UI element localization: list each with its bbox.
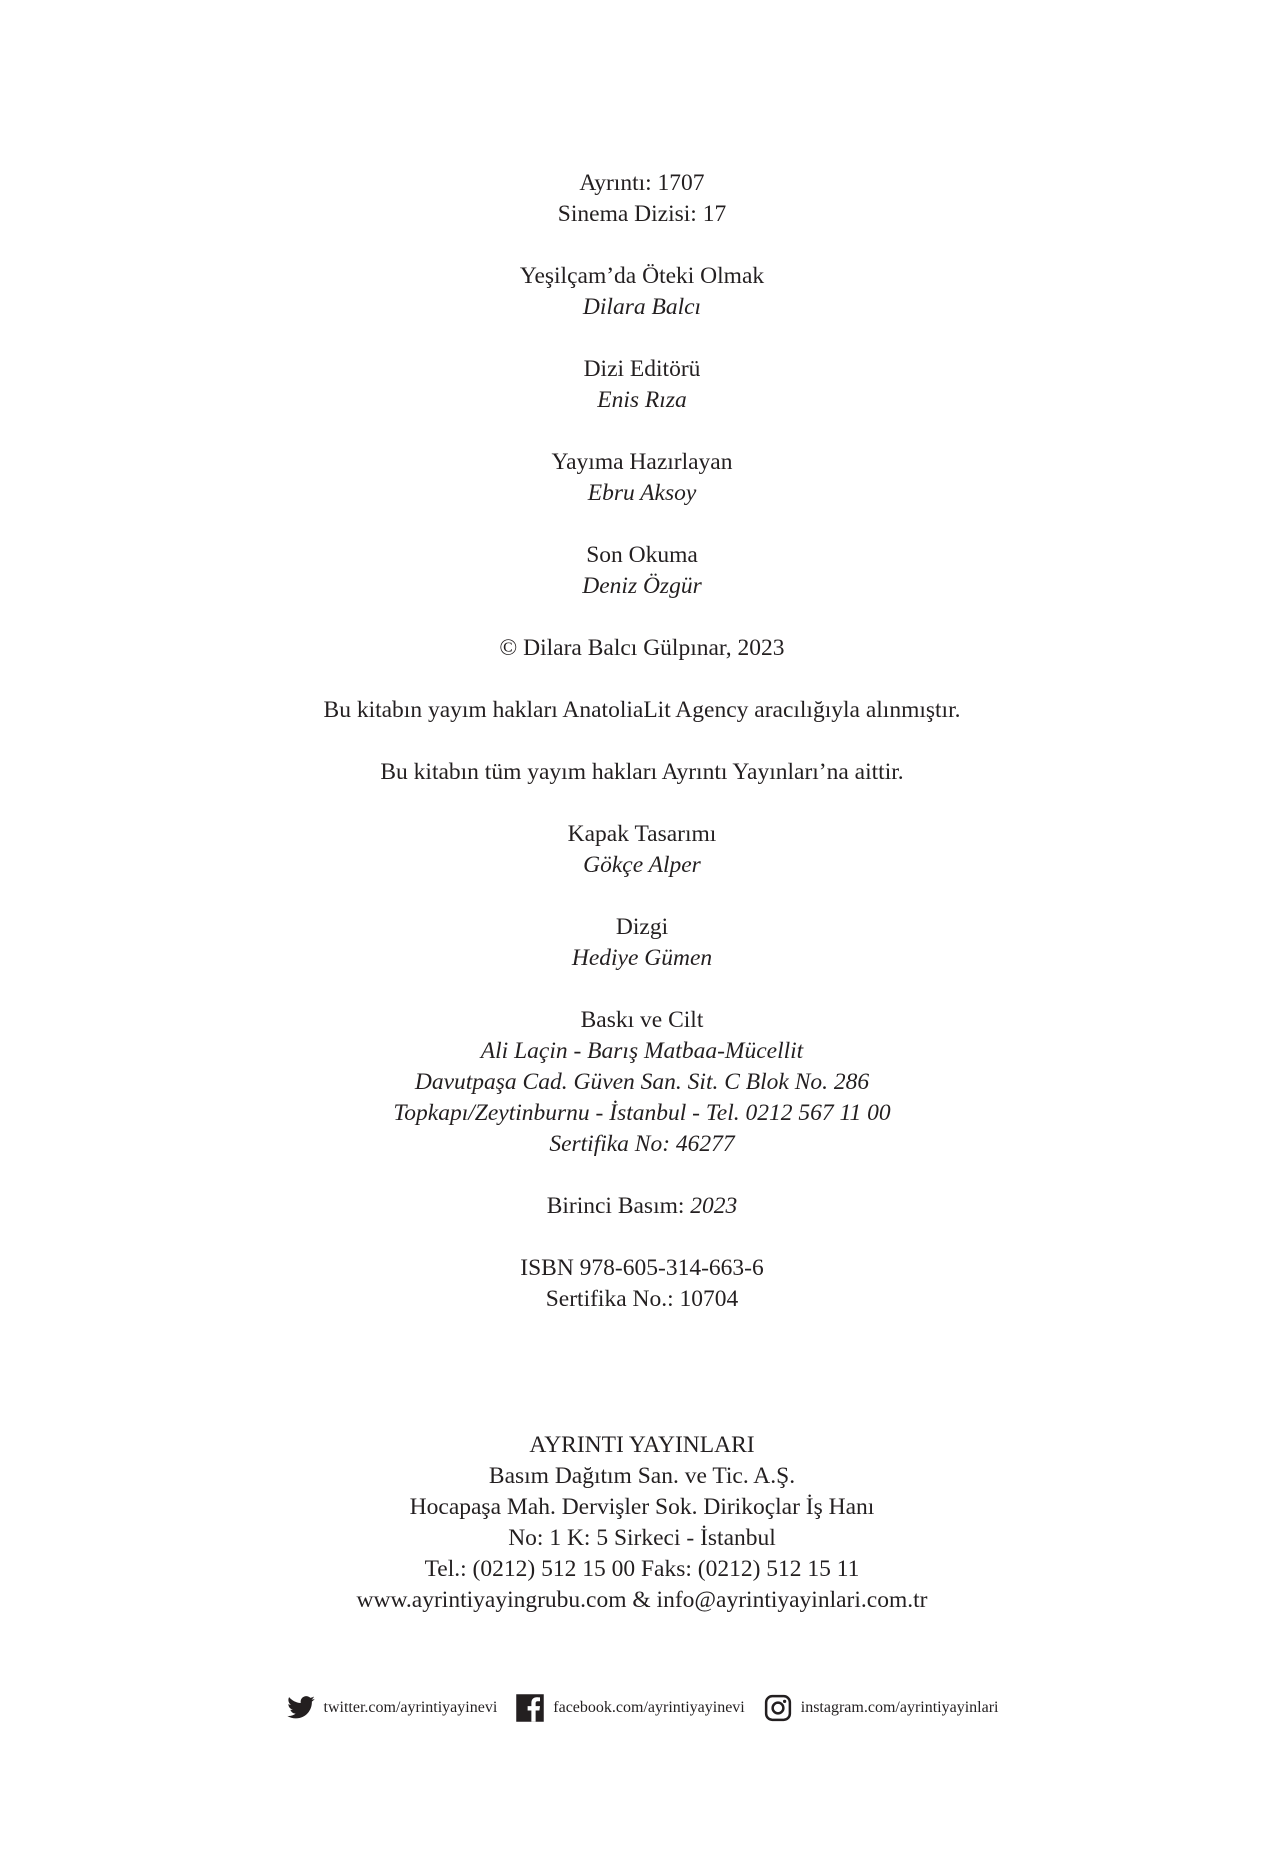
social-twitter — [286, 1693, 498, 1723]
typesetting-label: Dizgi — [615, 914, 669, 940]
social-facebook — [515, 1693, 744, 1723]
facebook-icon — [515, 1693, 545, 1723]
publisher-name: AYRINTI YAYINLARI — [529, 1432, 755, 1458]
series-number: Ayrıntı: 1707 — [579, 170, 705, 196]
twitter-link: twitter.com/ayrintiyayinevi — [323, 1699, 498, 1716]
prepared-by-label: Yayıma Hazırlayan — [551, 449, 733, 475]
social-instagram — [763, 1693, 999, 1723]
proofreading — [0, 540, 1284, 602]
printing — [0, 1005, 1284, 1160]
typesetting-name: Hediye Gümen — [571, 945, 713, 971]
social-links — [0, 1693, 1284, 1723]
instagram-link: instagram.com/ayrintiyayinlari — [800, 1699, 999, 1716]
printing-line: Davutpaşa Cad. Güven San. Sit. C Blok No. 286 — [414, 1069, 870, 1095]
agency-line: Bu kitabın yayım hakları AnatoliaLit Agency aracılığıyla alınmıştır. — [323, 697, 961, 723]
agency-notice — [0, 695, 1284, 726]
copyright-notice — [0, 633, 1284, 664]
book-title: Yeşilçam’da Öteki Olmak — [519, 263, 765, 289]
printing-line: Topkapı/Zeytinburnu - İstanbul - Tel. 0212 567 11 00 — [393, 1100, 891, 1126]
series-info — [0, 168, 1284, 230]
certificate-number: Sertifika No.: 10704 — [545, 1286, 739, 1312]
book-author: Dilara Balcı — [582, 294, 702, 320]
cover-design-label: Kapak Tasarımı — [567, 821, 717, 847]
prepared-by — [0, 447, 1284, 509]
prepared-by-name: Ebru Aksoy — [587, 480, 697, 506]
instagram-icon — [763, 1693, 793, 1723]
typesetting — [0, 912, 1284, 974]
copyright-line: © Dilara Balcı Gülpınar, 2023 — [499, 635, 785, 661]
rights-notice — [0, 757, 1284, 788]
printing-label: Baskı ve Cilt — [580, 1007, 704, 1033]
publisher-line: Basım Dağıtım San. ve Tic. A.Ş. — [488, 1463, 796, 1489]
printing-line: Ali Laçin - Barış Matbaa-Mücellit — [480, 1038, 804, 1064]
proofreading-label: Son Okuma — [586, 542, 698, 568]
publisher-phone: Tel.: (0212) 512 15 00 Faks: (0212) 512 15 11 — [424, 1556, 860, 1582]
series-editor-name: Enis Rıza — [597, 387, 687, 413]
publisher-web: www.ayrintiyayingrubu.com & info@ayrintiyayinlari.com.tr — [356, 1587, 928, 1613]
publisher-line: Hocapaşa Mah. Dervişler Sok. Dirikoçlar İş Hanı — [409, 1494, 875, 1520]
publisher-address — [0, 1430, 1284, 1616]
first-edition — [0, 1191, 1284, 1222]
facebook-link: facebook.com/ayrintiyayinevi — [553, 1699, 745, 1716]
first-edition-line — [0, 1191, 1284, 1222]
series-subnumber: Sinema Dizisi: 17 — [557, 201, 727, 227]
first-edition-year: 2023 — [690, 1193, 738, 1219]
printing-line: Sertifika No: 46277 — [549, 1131, 735, 1157]
cover-design-name: Gökçe Alper — [583, 852, 701, 878]
first-edition-label: Birinci Basım: — [546, 1193, 685, 1219]
publisher-line: No: 1 K: 5 Sirkeci - İstanbul — [508, 1525, 776, 1551]
proofreading-name: Deniz Özgür — [582, 573, 702, 599]
isbn: ISBN 978-605-314-663-6 — [520, 1255, 764, 1281]
credits-section — [0, 168, 1284, 1346]
twitter-icon — [286, 1693, 316, 1723]
series-editor-label: Dizi Editörü — [583, 356, 701, 382]
book-info — [0, 261, 1284, 323]
identifiers — [0, 1253, 1284, 1315]
rights-line: Bu kitabın tüm yayım hakları Ayrıntı Yayınları’na aittir. — [380, 759, 904, 785]
cover-design — [0, 819, 1284, 881]
series-editor — [0, 354, 1284, 416]
